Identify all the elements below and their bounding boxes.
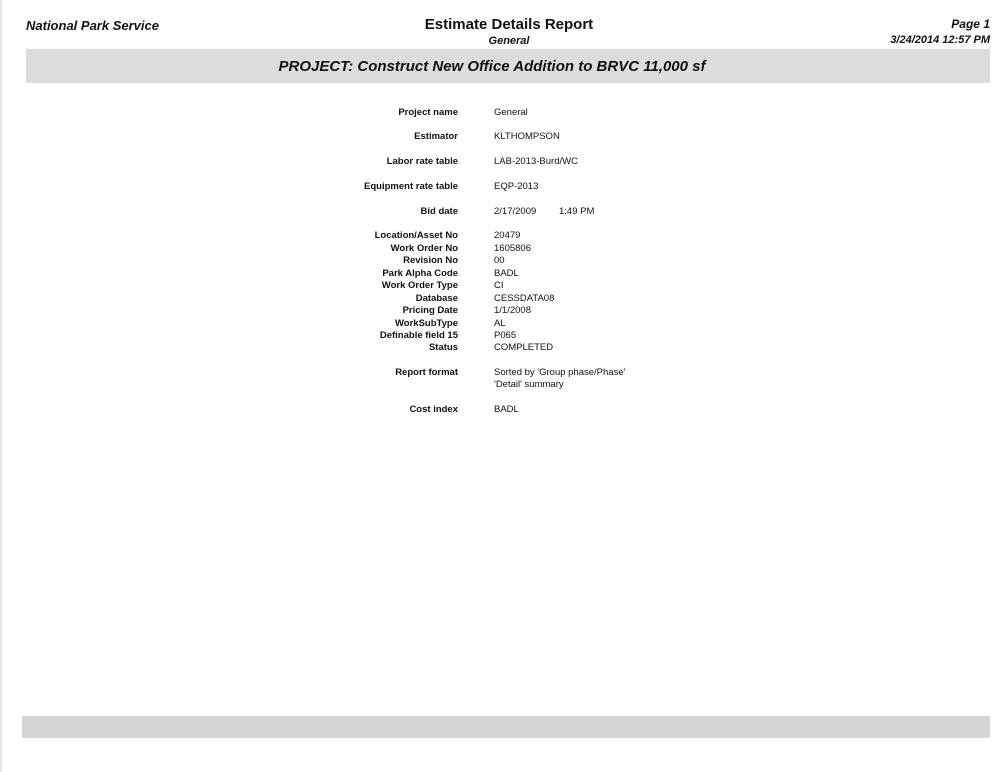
field-value: 1/1/2008 (494, 305, 531, 316)
field-label: Report format (395, 367, 458, 378)
field-row-report-format-line2 (0, 379, 1000, 392)
field-row-location-asset-no (0, 230, 1000, 243)
field-value: 'Detail' summary (494, 379, 564, 390)
field-value: CI (494, 280, 504, 291)
field-value: COMPLETED (494, 342, 554, 353)
footer-band (22, 716, 990, 738)
field-label: Park Alpha Code (382, 268, 458, 279)
field-label: Equipment rate table (364, 181, 458, 192)
field-row-bid-date (0, 206, 1000, 219)
field-row-revision-no (0, 255, 1000, 268)
field-label: Revision No (403, 255, 458, 266)
field-row-project-name (0, 107, 1000, 120)
field-value: General (494, 107, 528, 118)
field-row-work-order-type (0, 280, 1000, 293)
project-banner (26, 49, 990, 83)
field-label: Work Order No (390, 243, 458, 254)
field-label: Location/Asset No (374, 230, 458, 241)
field-value: 2/17/2009 (494, 206, 537, 217)
field-row-status (0, 342, 1000, 355)
field-value-time: 1:49 PM (559, 206, 595, 217)
field-value: KLTHOMPSON (494, 131, 560, 142)
field-value: LAB-2013-Burd/WC (494, 156, 578, 167)
field-value: 1605806 (494, 243, 531, 254)
page-number: Page 1 (951, 17, 990, 31)
field-label: WorkSubType (395, 318, 458, 329)
field-label: Status (428, 342, 458, 353)
field-value: BADL (494, 404, 519, 415)
field-value: EQP-2013 (494, 181, 539, 192)
field-value: P065 (494, 330, 517, 341)
field-row-cost-index (0, 404, 1000, 417)
field-row-equipment-rate-table (0, 181, 1000, 194)
field-label: Database (415, 293, 458, 304)
field-value: CESSDATA08 (494, 293, 555, 304)
report-subtitle: General (488, 35, 530, 47)
field-label: Work Order Type (381, 280, 458, 291)
field-label: Definable field 15 (379, 330, 458, 341)
project-banner-text: PROJECT: Construct New Office Addition to BRVC 11,000 sf (278, 57, 706, 75)
field-value: 20479 (494, 230, 521, 241)
print-timestamp: 3/24/2014 12:57 PM (890, 34, 990, 46)
report-title: Estimate Details Report (424, 16, 594, 33)
field-label: Pricing Date (402, 305, 458, 316)
field-value: BADL (494, 268, 519, 279)
field-label: Estimator (414, 131, 458, 142)
field-label: Labor rate table (386, 156, 458, 167)
field-value: Sorted by 'Group phase/Phase' (494, 367, 626, 378)
field-label: Cost index (409, 404, 458, 415)
field-label: Project name (398, 107, 458, 118)
field-row-labor-rate-table (0, 156, 1000, 169)
field-row-estimator (0, 131, 1000, 144)
field-row-pricing-date (0, 305, 1000, 318)
field-value: 00 (494, 255, 505, 266)
field-value: AL (494, 318, 506, 329)
field-label: Bid date (420, 206, 458, 217)
organization-name: National Park Service (26, 18, 159, 33)
